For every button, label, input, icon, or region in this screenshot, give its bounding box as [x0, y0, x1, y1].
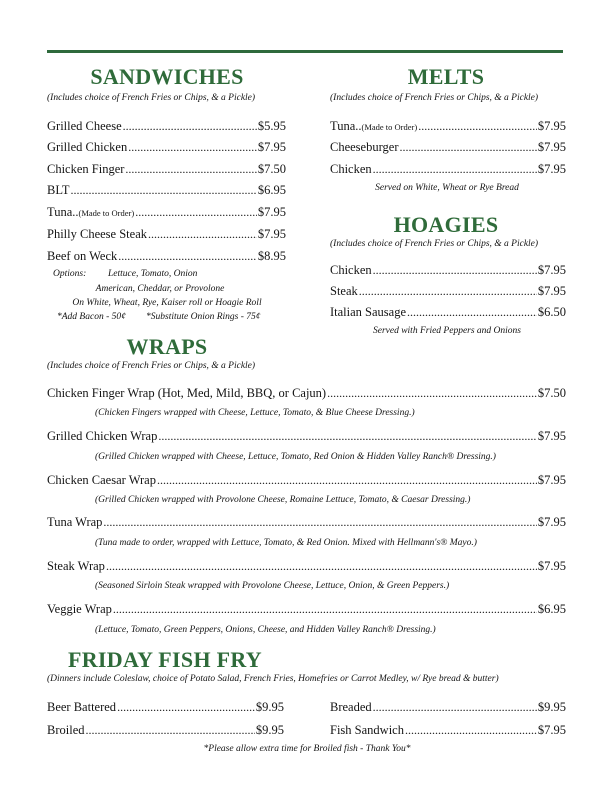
options-line: *Add Bacon - 50¢	[57, 312, 126, 322]
fish-fry-footer: *Please allow extra time for Broiled fish - Thank You*	[203, 744, 411, 754]
fish-fry-item: Beer Battered ..... $9.95	[47, 701, 284, 714]
wrap-description: (Grilled Chicken wrapped with Cheese, Lettuce, Tomato, Red Onion & Hidden Valley Ranch® Dressing.)	[95, 452, 496, 462]
sandwich-item: Chicken Finger ..... $7.50	[47, 163, 286, 176]
hoagies-footer: Served with Fried Peppers and Onions	[372, 326, 522, 336]
sandwiches-subtitle: (Includes choice of French Fries or Chips, & a Pickle)	[47, 93, 256, 103]
hoagie-item: Steak ..... $7.95	[330, 285, 566, 298]
fish-fry-item: Breaded ..... $9.95	[330, 701, 566, 714]
wrap-item: Grilled Chicken Wrap ..... $7.95	[47, 430, 566, 443]
sandwiches-heading: SANDWICHES	[90, 64, 244, 89]
options-line: Lettuce, Tomato, Onion	[108, 269, 198, 279]
wraps-heading: WRAPS	[126, 334, 208, 359]
options-label: Options:	[53, 269, 87, 279]
fish-fry-heading: FRIDAY FISH FRY	[67, 647, 263, 672]
wrap-description: (Tuna made to order, wrapped with Lettuce, Tomato, & Red Onion. Mixed with Hellmann's® Mayo.)	[95, 538, 477, 548]
wrap-description: (Seasoned Sirloin Steak wrapped with Provolone Cheese, Lettuce, Onion, & Green Peppers.)	[95, 581, 450, 591]
fish-fry-item: Broiled ..... $9.95	[47, 724, 284, 737]
melts-footer: Served on White, Wheat or Rye Bread	[375, 183, 519, 193]
hoagies-subtitle: (Includes choice of French Fries or Chips, & a Pickle)	[330, 239, 539, 249]
hoagies-heading: HOAGIES	[393, 212, 499, 237]
melt-item: Cheeseburger ..... $7.95	[330, 141, 566, 154]
options-line: On White, Wheat, Rye, Kaiser roll or Hoagie Roll	[72, 298, 262, 308]
melts-subtitle: (Includes choice of French Fries or Chips, & a Pickle)	[330, 93, 539, 103]
sandwich-item: BLT ..... $6.95	[47, 184, 286, 197]
wraps-subtitle: (Includes choice of French Fries or Chips, & a Pickle)	[47, 361, 256, 371]
sandwich-item: Philly Cheese Steak ..... $7.95	[47, 228, 286, 241]
top-divider	[47, 50, 563, 53]
hoagie-item: Chicken ..... $7.95	[330, 264, 566, 277]
options-line: *Substitute Onion Rings - 75¢	[146, 312, 261, 322]
sandwich-item: Grilled Chicken ..... $7.95	[47, 141, 286, 154]
wrap-item: Tuna Wrap ..... $7.95	[47, 516, 566, 529]
wrap-description: (Lettuce, Tomato, Green Peppers, Onions, Cheese, and Hidden Valley Ranch® Dressing.)	[95, 625, 436, 635]
fish-fry-item: Fish Sandwich ..... $7.95	[330, 724, 566, 737]
hoagie-item: Italian Sausage ..... $6.50	[330, 306, 566, 319]
fish-fry-subtitle: (Dinners include Coleslaw, choice of Potato Salad, French Fries, Homefries or Carrot Medley, w/ Rye bread & butter)	[47, 674, 499, 684]
options-line: American, Cheddar, or Provolone	[95, 284, 225, 294]
sandwich-item: Beef on Weck ..... $8.95	[47, 250, 286, 263]
wrap-description: (Chicken Fingers wrapped with Cheese, Lettuce, Tomato, & Blue Cheese Dressing.)	[95, 408, 415, 418]
wrap-description: (Grilled Chicken wrapped with Provolone Cheese, Romaine Lettuce, Tomato, & Caesar Dressing.)	[95, 495, 471, 505]
melts-heading: MELTS	[407, 64, 485, 89]
melt-item: Chicken ..... $7.95	[330, 163, 566, 176]
wrap-item: Steak Wrap ..... $7.95	[47, 560, 566, 573]
wrap-item: Chicken Finger Wrap (Hot, Med, Mild, BBQ, or Cajun) ..... $7.50	[47, 387, 566, 400]
wrap-item: Veggie Wrap ..... $6.95	[47, 603, 566, 616]
sandwich-item: Tuna..(Made to Order) ..... $7.95	[47, 206, 286, 219]
wrap-item: Chicken Caesar Wrap ..... $7.95	[47, 474, 566, 487]
melt-item: Tuna..(Made to Order) ..... $7.95	[330, 120, 566, 133]
sandwich-item: Grilled Cheese ..... $5.95	[47, 120, 286, 133]
